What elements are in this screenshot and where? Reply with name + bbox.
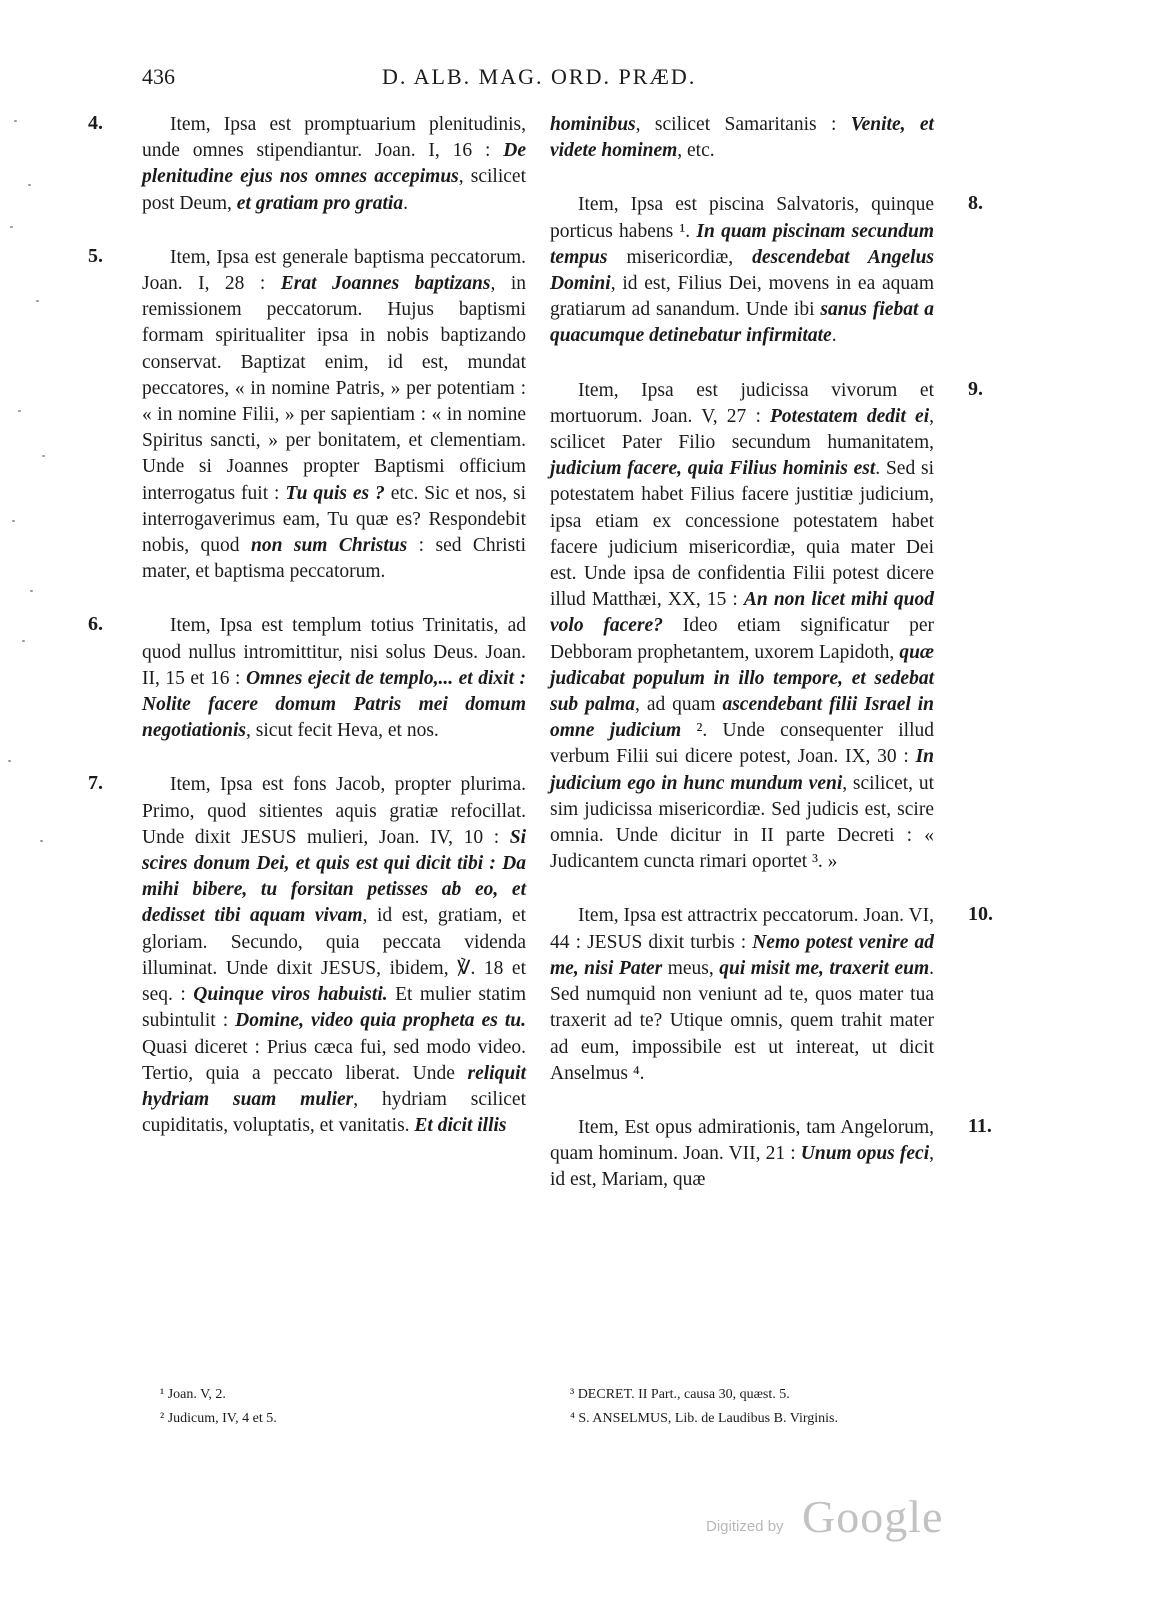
right-paragraph: hominibus, scilicet Samaritanis : Venite, et videte hominem, etc.	[550, 114, 934, 162]
footnotes-left	[160, 1383, 500, 1431]
paragraph-number: 10.	[968, 903, 993, 925]
right-paragraph: Item, Ipsa est attractrix peccatorum. Joan. VI, 44 : JESUS dixit turbis : Nemo potest venire ad me, nisi Pater meus, qui misit me, traxerit eum. Sed numquid non veniunt ad te, quos mater tua traxerit ad te? Utique omnis, quem trahit mater ad eum, impossibile est ut intereat, ut dicit Anselmus ⁴.	[550, 905, 934, 1084]
left-paragraph: Item, Ipsa est promptuarium plenitudinis, unde omnes stipendiantur. Joan. I, 16 : De plenitudine ejus nos omnes accepimus, scilicet post Deum, et gratiam pro gratia.	[142, 114, 526, 214]
footnote: ¹ Joan. V, 2.	[160, 1387, 226, 1402]
footnote: ³ DECRET. II Part., causa 30, quæst. 5.	[570, 1387, 790, 1402]
paragraph-number: 5.	[88, 245, 103, 267]
right-column	[550, 112, 934, 1222]
paragraph-number: 7.	[88, 772, 103, 794]
left-paragraph: Item, Ipsa est templum totius Trinitatis, ad quod nullus intromittitur, nisi solus Deus. Joan. II, 15 et 16 : Omnes ejecit de templo,... et dixit : Nolite facere domum Patris mei domum negotiationis, sicut fecit Heva, et nos.	[142, 615, 526, 742]
running-title: D. ALB. MAG. ORD. PRÆD.	[382, 64, 697, 89]
paragraph-number: 8.	[968, 192, 983, 214]
left-paragraph: Item, Ipsa est fons Jacob, propter plurima. Primo, quod sitientes aquis gratiæ refocillat. Unde dixit JESUS mulieri, Joan. IV, 10 : Si scires donum Dei, et quis est qui dicit tibi : Da mihi bibere, tu forsitan petisses ab eo, et dedisset tibi aquam vivam, id est, gratiam, et gloriam. Secundo, quia peccata videnda illuminat. Unde dixit JESUS, ibidem, ℣. 18 et seq. : Quinque viros habuisti. Et mulier statim subintulit : Domine, video quia propheta es tu. Quasi diceret : Prius cæca fui, sed modo video. Tertio, quia a peccato liberat. Unde reliquit hydriam suam mulier, hydriam scilicet cupiditatis, voluptatis, et vanitatis. Et dicit illis	[142, 774, 526, 1137]
footnotes-right	[570, 1383, 950, 1431]
running-header	[142, 64, 942, 98]
page-number: 436	[142, 64, 175, 89]
digitized-watermark	[706, 1490, 946, 1550]
right-paragraph: Item, Ipsa est piscina Salvatoris, quinque porticus habens ¹. In quam piscinam secundum tempus misericordiæ, descendebat Angelus Domini, id est, Filius Dei, movens in ea aquam gratiarum ad sanandum. Unde ibi sanus fiebat a quacumque detinebatur infirmitate.	[550, 194, 934, 347]
right-paragraph: Item, Est opus admirationis, tam Angelorum, quam hominum. Joan. VII, 21 : Unum opus feci, id est, Mariam, quæ	[550, 1116, 934, 1191]
left-column	[142, 112, 526, 1167]
left-paragraph: Item, Ipsa est generale baptisma peccatorum. Joan. I, 28 : Erat Joannes baptizans, in remissionem peccatorum. Hujus baptismi formam spiritualiter ipsa in nobis baptizando conservat. Baptizat enim, id est, mundat peccatores, « in nomine Patris, » per potentiam : « in nomine Filii, » per sapientiam : « in nomine Spiritus sancti, » per bonitatem, et clementiam. Unde si Joannes propter Baptismi officium interrogatus fuit : Tu quis es ? etc. Sic et nos, si interrogaverimus eam, Tu quæ es? Respondebit nobis, quod non sum Christus : sed Christi mater, et baptisma peccatorum.	[142, 246, 527, 583]
footnote: ⁴ S. ANSELMUS, Lib. de Laudibus B. Virginis.	[570, 1411, 838, 1426]
right-paragraph: Item, Ipsa est judicissa vivorum et mortuorum. Joan. V, 27 : Potestatem dedit ei, scilicet Pater Filio secundum humanitatem, judicium facere, quia Filius hominis est. Sed si potestatem habet Filius facere justitiæ judicium, ipsa etiam ex concessione potestatem habet facere judicium misericordiæ, quia mater Dei est. Unde ipsa de confidentia Filii potest dicere illud Matthæi, XX, 15 : An non licet mihi quod volo facere? Ideo etiam significatur per Debboram prophetantem, uxorem Lapidoth, quæ judicabat populum in illo tempore, et sedebat sub palma, ad quam ascendebant filii Israel in omne judicium ². Unde consequenter illud verbum Filii sui dicere potest, Joan. IX, 30 : In judicium ego in hunc mundum veni, scilicet, ut sim judicissa misericordiæ. Sed judicis est, scire omnia. Unde dicitur in II parte Decreti : « Judicantem cuncta rimari oportet ³. »	[550, 379, 934, 873]
paragraph-number: 4.	[88, 112, 103, 134]
paragraph-number: 6.	[88, 613, 103, 635]
footnote: ² Judicum, IV, 4 et 5.	[160, 1411, 277, 1426]
paragraph-number: 9.	[968, 378, 983, 400]
watermark-prefix: Digitized by	[706, 1518, 784, 1535]
paragraph-number: 11.	[968, 1115, 992, 1137]
google-logo: Google	[802, 1491, 944, 1542]
